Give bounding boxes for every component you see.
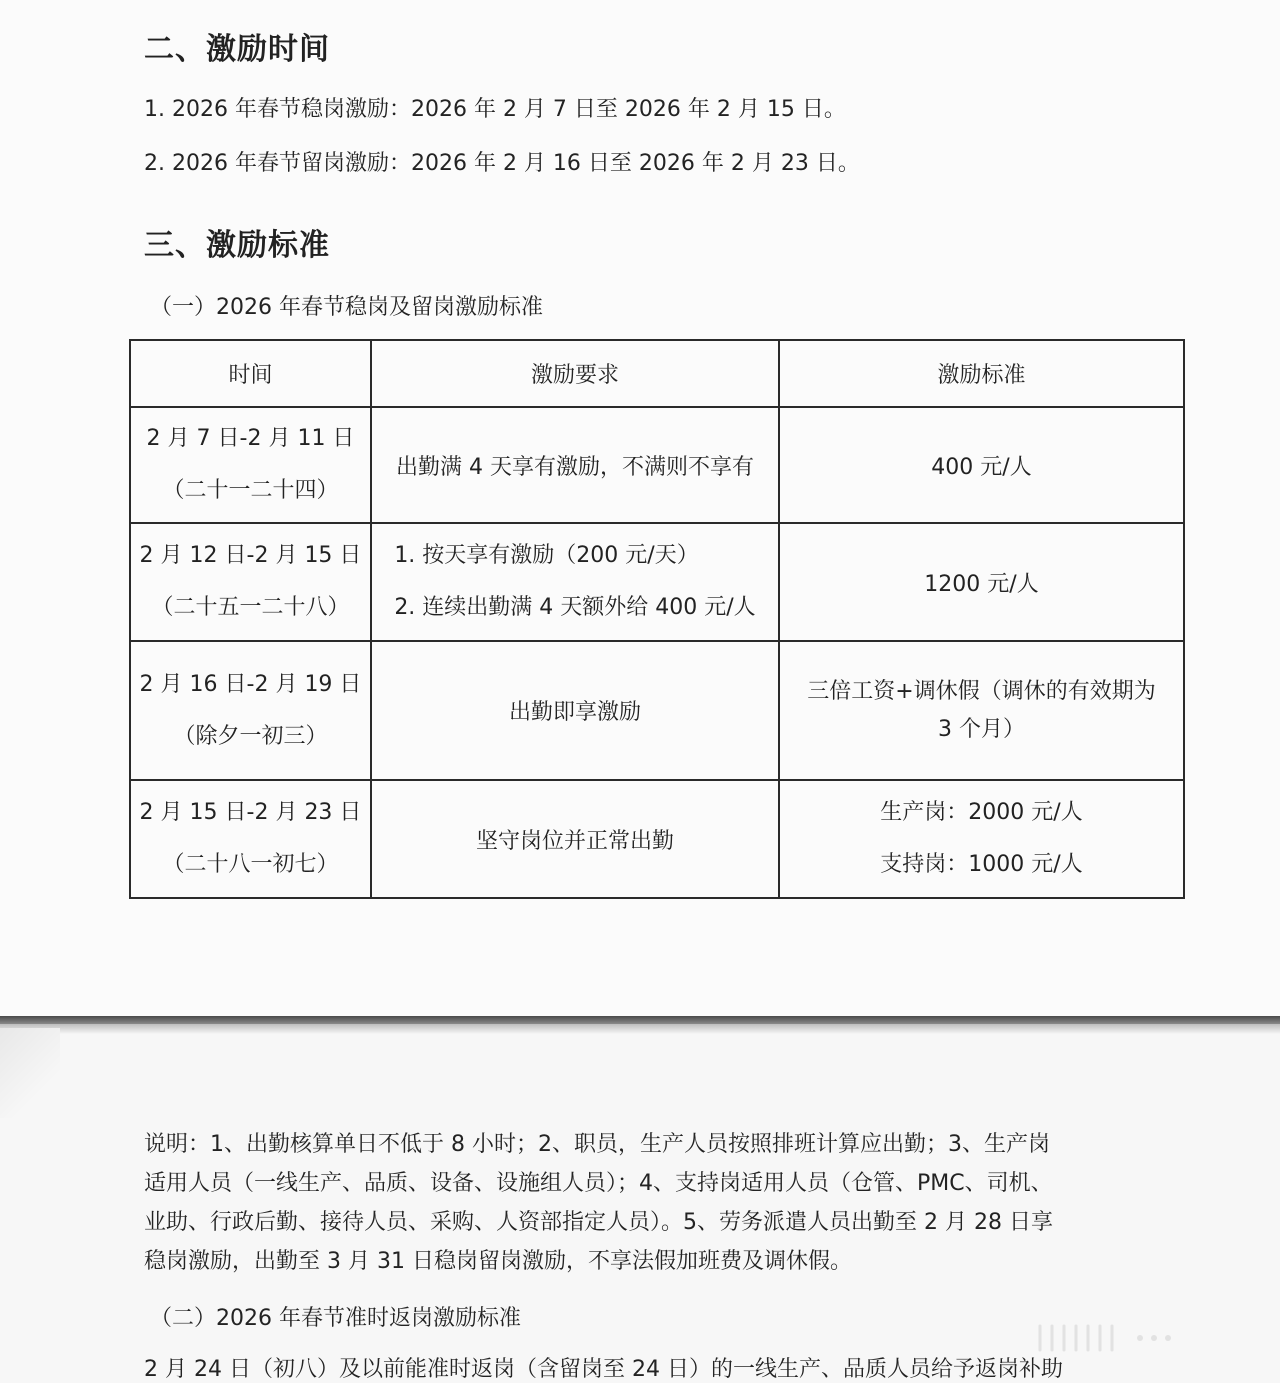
lunar-range: （二十八一初七） <box>162 852 339 877</box>
section-2-item-1: 1. 2026 年春节稳岗激励：2026 年 2 月 7 日至 2026 年 2 月 15 日。 <box>144 97 846 122</box>
date-range: 2 月 12 日-2 月 15 日 <box>139 543 362 568</box>
date-range: 2 月 16 日-2 月 19 日 <box>139 671 362 697</box>
standard-cell: 1200 元/人 <box>779 523 1184 641</box>
time-cell <box>130 407 371 523</box>
section-2-item-2: 2. 2026 年春节留岗激励：2026 年 2 月 16 日至 2026 年 2 月 23 日。 <box>144 151 860 176</box>
note-line: 说明：1、出勤核算单日不低于 8 小时；2、职员，生产人员按照排班计算应出勤；3、生产岗 <box>144 1132 1050 1157</box>
explanation-note <box>144 1125 1053 1281</box>
header-requirement: 激励要求 <box>371 340 779 407</box>
incentive-table <box>129 339 1185 899</box>
standard-line: 生产岗：2000 元/人 <box>880 800 1083 825</box>
standard-cell <box>779 641 1184 780</box>
requirement-item: 1. 按天享有激励（200 元/天） <box>394 543 699 568</box>
requirement-cell: 出勤满 4 天享有激励，不满则不享有 <box>371 407 779 523</box>
date-range: 2 月 15 日-2 月 23 日 <box>139 800 362 825</box>
date-range: 2 月 7 日-2 月 11 日 <box>146 426 355 451</box>
page-separator <box>0 1016 1280 1024</box>
last-paragraph-line: 2 月 24 日（初八）及以前能准时返岗（含留岗至 24 日）的一线生产、品质人员给予返岗补助 <box>144 1357 1063 1382</box>
lunar-range: （二十五一二十八） <box>151 595 350 620</box>
standard-line: 支持岗：1000 元/人 <box>880 852 1083 877</box>
note-line: 业助、行政后勤、接待人员、采购、人资部指定人员）。5、劳务派遣人员出勤至 2 月 28 日享 <box>144 1210 1053 1235</box>
requirement-cell: 坚守岗位并正常出勤 <box>371 780 779 898</box>
time-cell <box>130 641 371 780</box>
standard-line: 3 个月） <box>938 716 1025 742</box>
table-row <box>130 641 1184 780</box>
table-row <box>130 780 1184 898</box>
note-line: 适用人员（一线生产、品质、设备、设施组人员）；4、支持岗适用人员（仓管、PMC、司机、 <box>144 1171 1053 1196</box>
requirement-item: 2. 连续出勤满 4 天额外给 400 元/人 <box>394 595 756 620</box>
header-standard: 激励标准 <box>779 340 1184 407</box>
lunar-range: （二十一二十四） <box>162 478 339 503</box>
requirement-cell <box>371 523 779 641</box>
note-line: 稳岗激励，出勤至 3 月 31 日稳岗留岗激励，不享法假加班费及调休假。 <box>144 1249 852 1274</box>
page-indicator-icon <box>1030 1318 1230 1358</box>
requirement-list <box>394 543 755 621</box>
header-time: 时间 <box>130 340 371 407</box>
table-row <box>130 407 1184 523</box>
standard-cell: 400 元/人 <box>779 407 1184 523</box>
time-cell <box>130 780 371 898</box>
standard-line: 三倍工资+调休假（调休的有效期为 <box>807 678 1156 704</box>
section-2-heading: 二、激励时间 <box>144 32 330 67</box>
table-row <box>130 523 1184 641</box>
subsection-2-title: （二）2026 年春节准时返岗激励标准 <box>150 1306 521 1331</box>
section-3-heading: 三、激励标准 <box>144 228 330 263</box>
page-corner <box>0 1028 60 1118</box>
subsection-1-title: （一）2026 年春节稳岗及留岗激励标准 <box>150 295 543 320</box>
standard-cell <box>779 780 1184 898</box>
page-shadow <box>0 1024 1280 1034</box>
time-cell <box>130 523 371 641</box>
requirement-cell: 出勤即享激励 <box>371 641 779 780</box>
table-header-row <box>130 340 1184 407</box>
lunar-range: （除夕一初三） <box>173 723 328 749</box>
